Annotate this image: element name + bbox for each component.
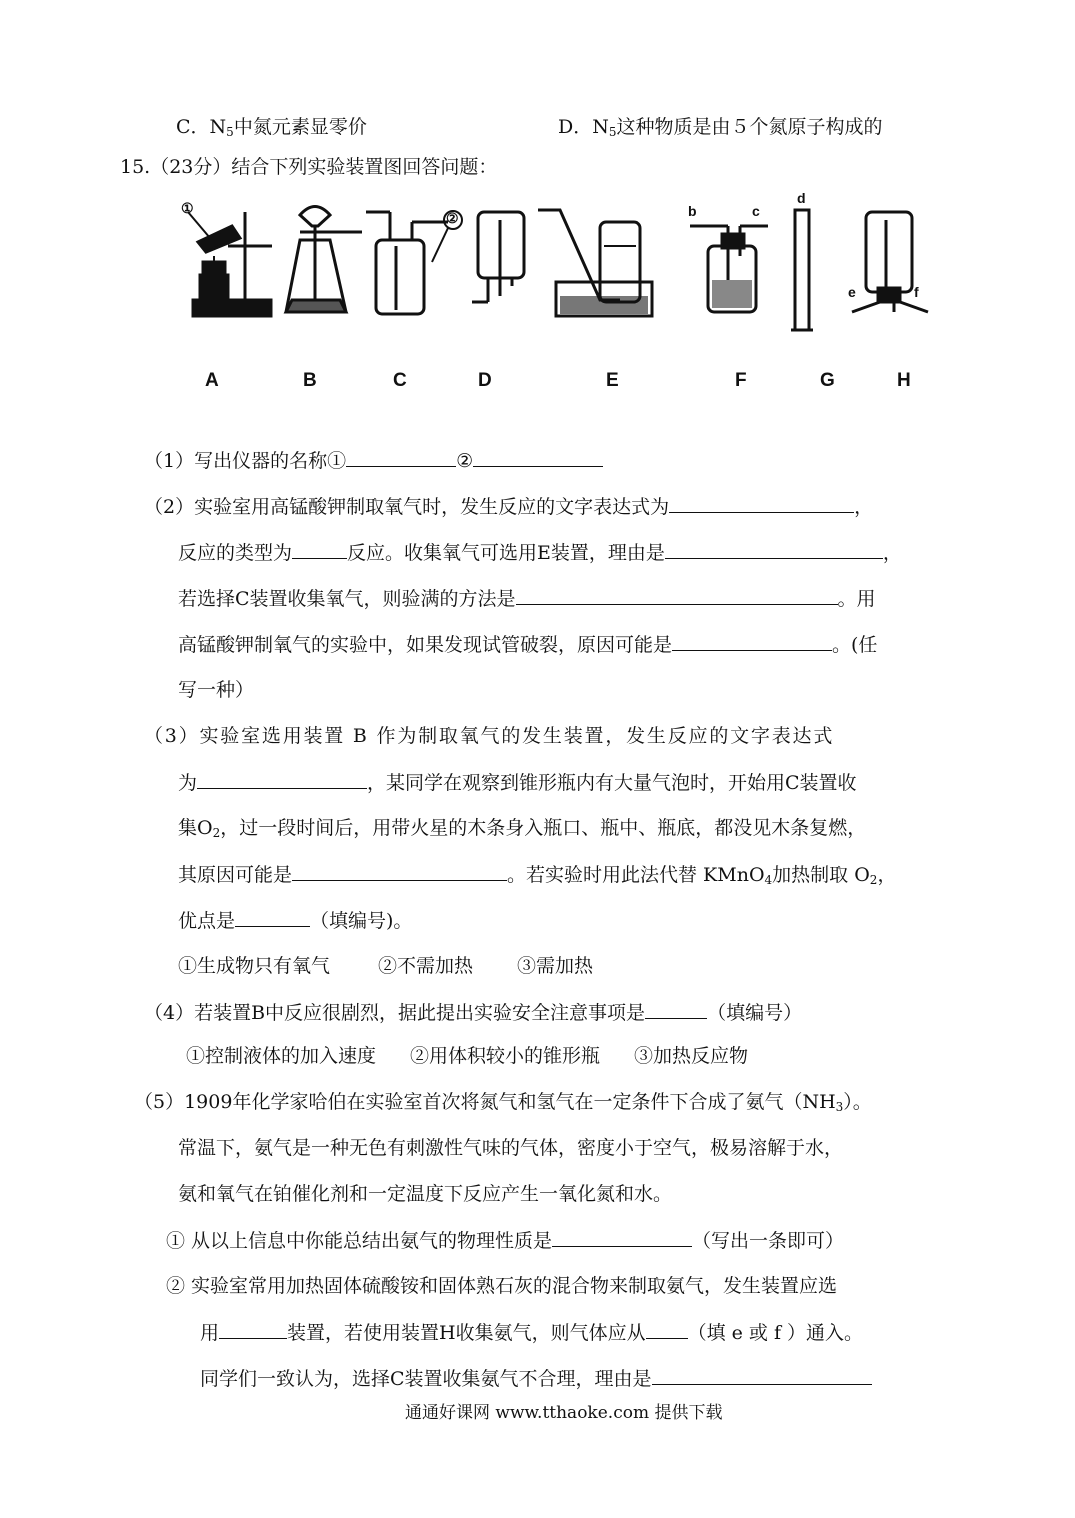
part-2-line-4: 高锰酸钾制氧气的实验中，如果发现试管破裂，原因可能是 。(任 bbox=[178, 630, 877, 659]
part-2-line-5: 写一种） bbox=[178, 679, 255, 701]
label-e: E bbox=[606, 370, 619, 391]
answer-blank[interactable] bbox=[669, 492, 854, 513]
answer-blank[interactable] bbox=[665, 538, 883, 559]
part-3-line-4: 其原因可能是 。若实验时用此法代替 KMnO$_4$加热制取 $O_2$， bbox=[178, 860, 896, 894]
answer-blank[interactable] bbox=[552, 1226, 692, 1247]
part-2-line-1: （2）实验室用高锰酸钾制取氧气时，发生反应的文字表达式为 ， bbox=[144, 492, 873, 521]
part-4-options: ①控制液体的加入速度 ②用体积较小的锥形瓶 ③加热反应物 bbox=[186, 1045, 749, 1067]
part-5-sub-2-line-1: ② 实验室常用加热固体硫酸铵和固体熟石灰的混合物来制取氨气，发生装置应选 bbox=[166, 1275, 838, 1297]
answer-blank[interactable] bbox=[646, 1318, 688, 1339]
apparatus-f bbox=[690, 226, 768, 312]
option-c: C．$N_5$中氮元素显零价 bbox=[176, 116, 367, 139]
label-a: A bbox=[205, 370, 219, 391]
part-3-line-3: 集$O_2$，过一段时间后，用带火星的木条身入瓶口、瓶中、瓶底，都没见木条复燃， bbox=[178, 817, 867, 840]
apparatus-a bbox=[188, 212, 272, 316]
answer-blank[interactable] bbox=[292, 860, 507, 881]
marker-f: f bbox=[914, 284, 919, 300]
part-5-sub-1: ① 从以上信息中你能总结出氨气的物理性质是 （写出一条即可） bbox=[166, 1226, 844, 1255]
answer-blank[interactable] bbox=[645, 998, 707, 1019]
marker-c: c bbox=[752, 203, 760, 219]
part-5-line-2: 常温下，氨气是一种无色有刺激性气味的气体，密度小于空气，极易溶解于水， bbox=[178, 1137, 844, 1159]
part-5-sub-2-line-2: 用 装置，若使用装置H收集氨气，则气体应从 （填 e 或 f ）通入。 bbox=[200, 1318, 863, 1347]
marker-1: ① bbox=[181, 200, 194, 216]
apparatus-d bbox=[472, 212, 524, 302]
apparatus-e bbox=[538, 210, 652, 316]
answer-blank[interactable] bbox=[235, 906, 310, 927]
answer-blank[interactable] bbox=[473, 446, 603, 467]
marker-2: ② bbox=[446, 210, 459, 226]
part-3-line-2: 为 ，某同学在观察到锥形瓶内有大量气泡时，开始用C装置收 bbox=[178, 768, 857, 797]
part-1: （1）写出仪器的名称① ② bbox=[144, 446, 603, 475]
footer: 通通好课网 www.tthaoke.com 提供下载 bbox=[405, 1403, 723, 1423]
part-5-line-1: （5）1909年化学家哈伯在实验室首次将氮气和氢气在一定条件下合成了氨气$(NH_3)$。 bbox=[134, 1091, 872, 1114]
part-5-line-3: 氨和氧气在铂催化剂和一定温度下反应产生一氧化氮和水。 bbox=[178, 1183, 673, 1205]
answer-blank[interactable] bbox=[197, 768, 367, 789]
marker-d: d bbox=[797, 190, 806, 206]
answer-blank[interactable] bbox=[516, 584, 838, 605]
label-h: H bbox=[897, 370, 911, 391]
marker-e: e bbox=[848, 284, 856, 300]
answer-blank[interactable] bbox=[292, 538, 347, 559]
apparatus-figure bbox=[0, 0, 1075, 420]
answer-blank[interactable] bbox=[346, 446, 456, 467]
part-4-line-1: （4）若装置B中反应很剧烈，据此提出实验安全注意事项是 （填编号） bbox=[144, 998, 802, 1027]
part-2-line-2: 反应的类型为 反应。收集氧气可选用E装置，理由是 ， bbox=[178, 538, 902, 567]
label-b: B bbox=[303, 370, 317, 391]
option-d: D．$N_5$这种物质是由５个氮原子构成的 bbox=[558, 116, 883, 139]
label-f: F bbox=[735, 370, 747, 391]
part-3-line-5: 优点是 （填编号)。 bbox=[178, 906, 412, 935]
answer-blank[interactable] bbox=[672, 630, 832, 651]
label-c: C bbox=[393, 370, 407, 391]
answer-blank[interactable] bbox=[219, 1318, 287, 1339]
label-g: G bbox=[820, 370, 835, 391]
apparatus-g bbox=[791, 210, 813, 330]
part-3-options: ①生成物只有氧气 ②不需加热 ③需加热 bbox=[178, 955, 594, 977]
marker-b: b bbox=[688, 203, 697, 219]
part-3-line-1: （3）实验室选用装置 B 作为制取氧气的发生装置，发生反应的文字表达式 bbox=[144, 725, 835, 747]
label-d: D bbox=[478, 370, 492, 391]
question-15-header: 15.（23分）结合下列实验装置图回答问题： bbox=[120, 156, 498, 178]
apparatus-b bbox=[286, 207, 362, 313]
part-5-sub-3: 同学们一致认为，选择C装置收集氨气不合理，理由是 bbox=[200, 1364, 872, 1393]
part-2-line-3: 若选择C装置收集氧气，则验满的方法是 。用 bbox=[178, 584, 876, 613]
answer-blank[interactable] bbox=[652, 1364, 872, 1385]
